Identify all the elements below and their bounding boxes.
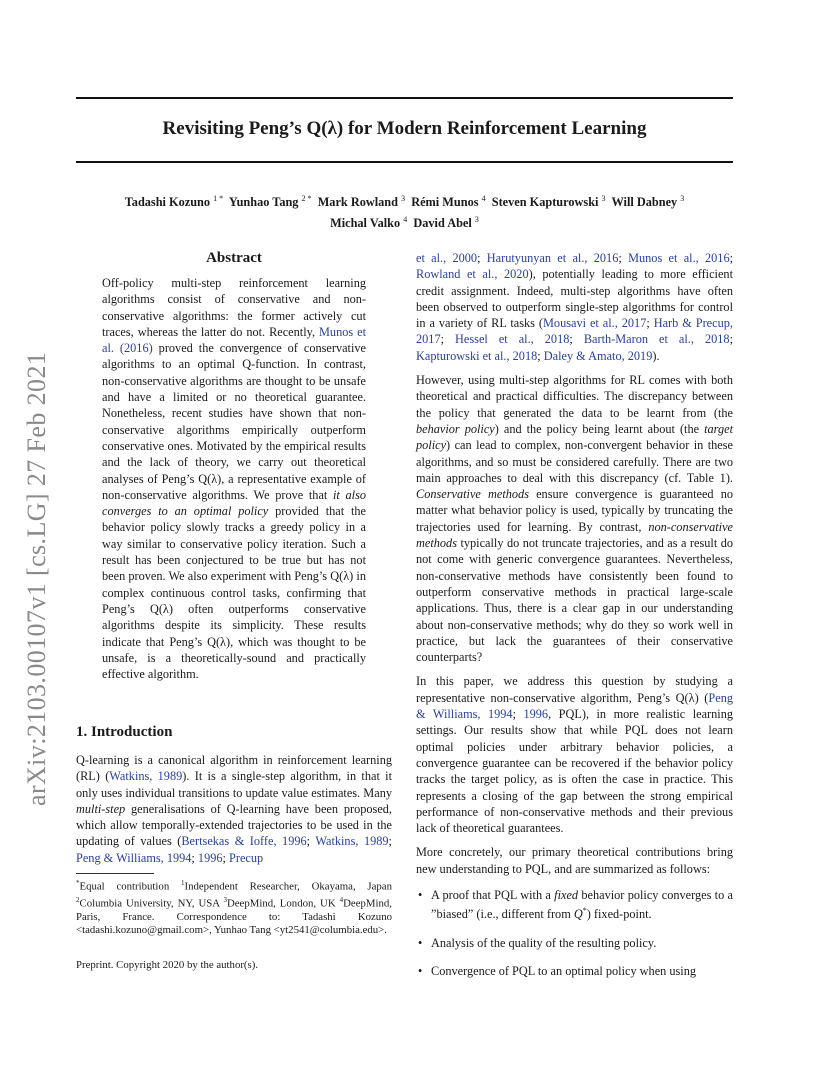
citation-link[interactable]: 1996 <box>197 850 223 865</box>
bullet-icon: • <box>418 935 423 950</box>
paragraph: In this paper, we address this question by studying a representative non-conservative algorithm, Peng’s Q(λ) (Peng & Williams, 1994; 1996, PQL), in more realistic learning settings. Our results show that while PQL does not learn optimal policies under arbitrary behavior policies, a convergence guarantee can be recovered if the behavior policy tracks the target policy, as is often the case in practice. This represents a closing of the gap between the strong empirical performance of non-conservative methods and their previous lack of theoretical guarantees. <box>416 674 734 836</box>
contribution-list <box>416 887 733 979</box>
citation-link[interactable]: Munos et al. (2016) <box>102 324 366 356</box>
author: David Abel $^3$ <box>413 215 479 231</box>
author-line-2 <box>76 211 733 232</box>
author: Rémi Munos $^4$ <box>411 194 486 210</box>
citation-link[interactable]: Harutyunyan et al., 2016 <box>486 251 619 265</box>
author: Yunhao Tang $^{2 *}$ <box>228 194 312 210</box>
citation-link[interactable]: Peng & Williams, 1994 <box>76 850 192 865</box>
citation-link[interactable]: Watkins, 1989 <box>109 769 183 784</box>
citation-link[interactable]: Bertsekas & Ioffe, 1996 <box>181 834 307 849</box>
title-top-rule <box>76 97 733 99</box>
citation-link[interactable]: Peng & Williams, 1994 <box>416 690 733 722</box>
citation-link[interactable]: et al., 2000 <box>416 251 478 265</box>
author-list <box>76 190 733 232</box>
citation-link[interactable]: Watkins, 1989 <box>315 834 389 849</box>
citation-link[interactable]: Harb & Precup, 2017 <box>416 316 733 347</box>
preprint-notice: Preprint. Copyright 2020 by the author(s). <box>76 959 259 971</box>
title-bottom-rule <box>76 161 733 163</box>
author: Mark Rowland $^3$ <box>317 194 406 210</box>
citation-link[interactable]: Daley & Amato, 2019 <box>543 348 653 363</box>
citation-link[interactable]: Rowland et al., 2020 <box>416 267 529 282</box>
citation-link[interactable]: Hessel et al., 2018 <box>455 332 570 347</box>
list-item: • A proof that PQL with a fixed behavior policy converges to a ”biased” (i.e., different from Q*) fixed-point. <box>418 887 733 922</box>
citation-link[interactable]: Barth-Maron et al., 2018 <box>583 332 730 347</box>
paragraph: More concretely, our primary theoretical contributions bring new understanding to PQL, and are summarized as follows: <box>416 845 733 876</box>
right-column <box>416 250 733 991</box>
list-item: • Convergence of PQL to an optimal policy when using <box>418 963 697 978</box>
list-item: • Analysis of the quality of the resulting policy. <box>418 935 657 950</box>
author: Will Dabney $^3$ <box>611 194 685 210</box>
footnote: *Equal contribution $^1$Independent Researcher, Okayama, Japan $^2$Columbia University, NY, USA $^3$DeepMind, London, UK $^4$DeepMind, Paris, France. Correspondence to: Tadashi Kozuno <tadashi.kozuno@gmail.com>, Yunhao Tang <yt2541@columbia.edu>. <box>76 879 393 937</box>
paragraph: et al., 2000; Harutyunyan et al., 2016; Munos et al., 2016; Rowland et al., 2020), potentially leading to more efficient credit assignment. Indeed, multi-step algorithms have often been observed to outperform single-step algorithms for control in a variety of RL tasks (Mousavi et al., 2017; Harb & Precup, 2017; Hessel et al., 2018; Barth-Maron et al., 2018; Kapturowski et al., 2018; Daley & Amato, 2019). <box>416 251 734 363</box>
arxiv-sidebar-stamp: arXiv:2103.00107v1 [cs.LG] 27 Feb 2021 <box>22 351 51 806</box>
paper-title: Revisiting Peng’s Q(λ) for Modern Reinforcement Learning <box>162 118 647 139</box>
citation-link[interactable]: Precup <box>229 850 264 865</box>
footnote-rule <box>76 873 154 874</box>
section-heading-introduction: 1. Introduction <box>76 724 173 740</box>
author: Michal Valko $^4$ <box>330 215 408 231</box>
citation-link[interactable]: Munos et al., 2016 <box>628 251 730 265</box>
citation-link[interactable]: Mousavi et al., 2017 <box>543 316 647 331</box>
author: Steven Kapturowski $^3$ <box>491 194 606 210</box>
citation-link[interactable]: 1996 <box>523 707 549 722</box>
introduction-body: Q-learning is a canonical algorithm in reinforcement learning (RL) (Watkins, 1989). It is a single-step algorithm, in that it only uses individual transitions to update value estimates. Many multi-step generalisations of Q-learning have been proposed, which allow temporally-extended trajectories to be used in the updating of values (Bertsekas & Ioffe, 1996; Watkins, 1989; Peng & Williams, 1994; 1996; Precup <box>76 753 392 865</box>
abstract-body: Off-policy multi-step reinforcement learning algorithms consist of conservative and non-conservative algorithms: the former actively cut traces, whereas the latter do not. Recently, Munos et al. (2016) proved the convergence of conservative algorithms to an optimal Q-function. In contrast, non-conservative algorithms are thought to be unsafe and have a limited or no theoretical guarantee. Nonetheless, recent studies have shown that non-conservative algorithms empirically outperform conservative ones. Motivated by the empirical results and the lack of theory, we carry out theoretical analyses of Peng’s Q(λ), a representative example of non-conservative algorithms. We prove that it also converges to an optimal policy provided that the behavior policy slowly tracks a greedy policy in a way similar to conservative policy iteration. Such a result has been conjectured to be true but has not been proven. We also experiment with Peng’s Q(λ) in complex continuous control tasks, confirming that Peng’s Q(λ) often outperforms conservative algorithms despite its simplicity. These results indicate that Peng’s Q(λ), which was thought to be unsafe, is a theoretically-sound and practically effective algorithm. <box>102 276 367 682</box>
paragraph: However, using multi-step algorithms for RL comes with both theoretical and practical difficulties. The discrepancy between the policy that generated the data to be learnt from (the behavior policy) and the policy being learnt about (the target policy) can lead to complex, non-convergent behavior in these algorithms, and so must be considered carefully. There are two main approaches to deal with this discrepancy (cf. Table 1). Conservative methods ensure convergence is guaranteed no matter what behavior policy is used, typically by truncating the trajectories used for learning. By contrast, non-conservative methods typically do not truncate trajectories, and as a result do not come with generic convergence guarantees. Nevertheless, non-conservative methods have consistently been found to outperform conservative methods in practical large-scale applications. Thus, there is a clear gap in our understanding about non-conservative methods; why do they so work well in practice, but lack the guarantees of their conservative counterparts? <box>416 373 734 665</box>
abstract-heading: Abstract <box>206 250 262 266</box>
bullet-icon: • <box>418 963 423 978</box>
author: Tadashi Kozuno $^{1 *}$ <box>124 194 224 210</box>
author-line-1 <box>76 190 733 211</box>
bullet-icon: • <box>418 887 423 902</box>
citation-link[interactable]: Kapturowski et al., 2018 <box>416 348 538 363</box>
